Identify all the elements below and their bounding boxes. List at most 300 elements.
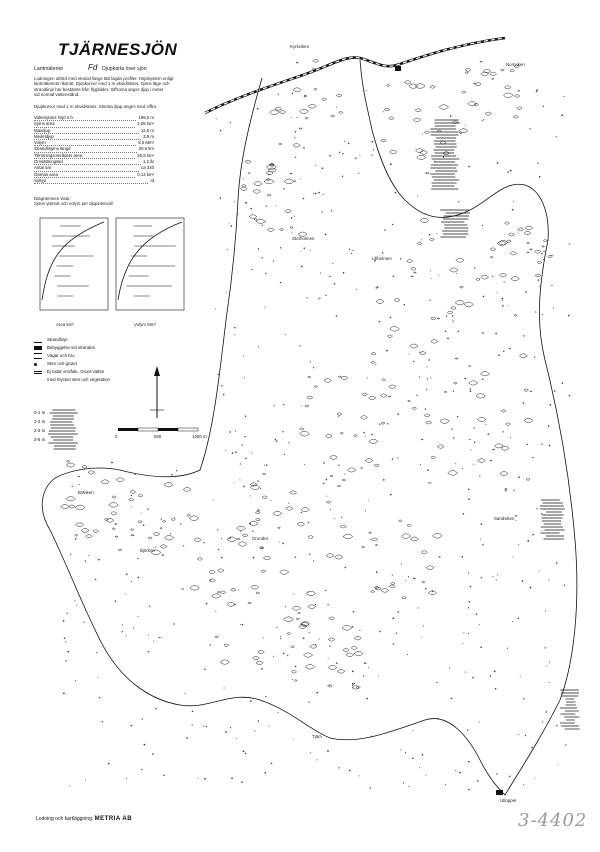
- island-contour: [209, 570, 215, 573]
- island-contour: [347, 468, 356, 472]
- island-contour: [238, 542, 247, 546]
- depth-sounding-dot: [379, 321, 380, 322]
- depth-sounding-dot: [220, 130, 221, 131]
- island-contour: [81, 528, 89, 532]
- depth-sounding-dot: [115, 600, 117, 602]
- depth-sounding-dot: [300, 179, 301, 180]
- island-contour: [455, 300, 464, 305]
- depth-sounding-dot: [274, 405, 275, 406]
- island-contour: [341, 376, 348, 379]
- depth-sounding-dot: [158, 637, 159, 638]
- island-contour: [111, 512, 117, 515]
- depth-sounding-dot: [477, 780, 479, 782]
- island-contour: [314, 88, 317, 90]
- island-contour: [242, 534, 248, 537]
- depth-sounding-dot: [352, 250, 353, 251]
- depth-sounding-dot: [537, 163, 538, 164]
- depth-sounding-dot: [131, 581, 132, 582]
- island-contour: [371, 590, 375, 592]
- depth-sounding-dot: [522, 580, 524, 582]
- island-contour: [518, 90, 520, 91]
- depth-sounding-dot: [170, 533, 171, 534]
- depth-sounding-dot: [297, 117, 298, 118]
- volume-graph-label: Volym Mm³: [134, 322, 156, 327]
- depth-sounding-dot: [459, 772, 461, 774]
- island-contour: [131, 529, 134, 531]
- island-contour: [371, 352, 376, 355]
- credit-prefix: Lodning och kartläggning:: [36, 816, 94, 822]
- island-contour: [256, 518, 261, 520]
- island-contour: [138, 495, 143, 497]
- depth-sounding-dot: [241, 781, 243, 783]
- depth-sounding-dot: [485, 424, 486, 425]
- depth-sounding-dot: [75, 680, 76, 681]
- island-contour: [524, 231, 531, 234]
- depth-sounding-dot: [240, 463, 241, 464]
- depth-sounding-dot: [336, 107, 337, 108]
- island-contour: [261, 668, 263, 669]
- island-contour: [339, 111, 343, 113]
- depth-sounding-dot: [266, 464, 268, 466]
- depth-sounding-dot: [148, 635, 149, 636]
- depth-sounding-dot: [465, 672, 466, 673]
- island-contour: [389, 117, 394, 120]
- island-contour: [279, 143, 282, 145]
- depth-sounding-dot: [278, 712, 279, 713]
- island-contour: [426, 566, 434, 570]
- depth-sounding-dot: [479, 624, 480, 625]
- island-contour: [264, 179, 274, 184]
- island-contour: [447, 338, 449, 339]
- place-name: Kyrkviken: [290, 44, 310, 49]
- depth-sounding-dot: [329, 685, 330, 686]
- depth-sounding-dot: [531, 747, 533, 749]
- depth-sounding-dot: [245, 416, 246, 417]
- depth-sounding-dot: [556, 562, 558, 564]
- stat-value: Id: [150, 177, 154, 183]
- depth-sounding-dot: [233, 482, 234, 483]
- island-contour: [212, 594, 221, 598]
- depth-sounding-dot: [503, 431, 504, 432]
- depth-sounding-dot: [472, 677, 474, 679]
- depth-sounding-dot: [510, 170, 512, 172]
- depth-sounding-dot: [405, 752, 406, 753]
- depth-sounding-dot: [75, 538, 77, 540]
- depth-sounding-dot: [313, 560, 314, 561]
- depth-sounding-dot: [468, 498, 470, 500]
- depth-sounding-dot: [539, 203, 540, 204]
- island-contour: [490, 248, 496, 251]
- island-contour: [456, 258, 464, 262]
- depth-sounding-dot: [379, 631, 380, 632]
- depth-sounding-dot: [503, 350, 504, 351]
- depth-sounding-dot: [262, 225, 263, 226]
- place-name: Storholmen: [292, 236, 315, 241]
- depth-sounding-dot: [315, 193, 317, 195]
- depth-sounding-dot: [319, 297, 320, 298]
- island-contour: [300, 109, 309, 113]
- depth-sounding-dot: [250, 495, 251, 496]
- island-contour: [299, 428, 304, 430]
- island-contour: [284, 179, 294, 184]
- place-name: Sandviken: [494, 516, 515, 521]
- depth-sounding-dot: [126, 778, 127, 779]
- depth-sounding-dot: [390, 317, 392, 319]
- depth-sounding-dot: [249, 523, 250, 524]
- depth-sounding-dot: [563, 96, 564, 97]
- island-contour: [300, 431, 310, 436]
- depth-sounding-dot: [427, 469, 429, 471]
- depth-sounding-dot: [325, 234, 327, 236]
- island-contour: [381, 139, 387, 142]
- depth-sounding-dot: [245, 202, 247, 204]
- depth-sounding-dot: [426, 172, 428, 174]
- depth-sounding-dot: [244, 436, 245, 437]
- depth-sounding-dot: [163, 775, 164, 776]
- depth-sounding-dot: [569, 395, 570, 396]
- island-contour: [308, 376, 311, 378]
- island-contour: [351, 646, 357, 649]
- island-contour: [227, 602, 235, 606]
- depth-sounding-dot: [419, 352, 420, 353]
- island-contour: [93, 530, 99, 533]
- island-contour: [220, 591, 225, 594]
- island-contour: [535, 274, 541, 277]
- depth-sounding-dot: [243, 178, 244, 179]
- depth-sounding-dot: [505, 490, 506, 491]
- depth-sounding-dot: [343, 272, 345, 274]
- depth-sounding-dot: [463, 632, 464, 633]
- depth-sounding-dot: [497, 162, 499, 164]
- depth-sounding-dot: [221, 538, 222, 539]
- depth-sounding-dot: [358, 173, 359, 174]
- depth-sounding-dot: [352, 684, 353, 685]
- depth-sounding-dot: [378, 676, 379, 677]
- depth-sounding-dot: [542, 721, 543, 722]
- depth-sounding-dot: [462, 468, 463, 469]
- depth-sounding-dot: [234, 201, 235, 202]
- depth-sounding-dot: [291, 117, 292, 118]
- depth-sounding-dot: [257, 108, 259, 110]
- depth-sounding-dot: [241, 444, 242, 445]
- depth-sounding-dot: [186, 737, 188, 739]
- depth-sounding-dot: [432, 591, 433, 592]
- depth-sounding-dot: [210, 644, 211, 645]
- depth-sounding-dot: [412, 730, 413, 731]
- depth-sounding-dot: [329, 155, 330, 156]
- depth-sounding-dot: [436, 682, 437, 683]
- depth-sounding-dot: [526, 444, 528, 446]
- island-contour: [480, 371, 489, 375]
- depth-sounding-dot: [217, 529, 218, 530]
- depth-class: 2-3 m: [34, 428, 46, 433]
- island-contour: [389, 585, 395, 588]
- island-contour: [412, 407, 416, 409]
- stat-label: Tillrinningsområdets area: [34, 153, 135, 159]
- island-contour: [485, 112, 492, 115]
- depth-sounding-dot: [331, 210, 332, 211]
- depth-sounding-dot: [288, 503, 289, 504]
- island-contour: [417, 242, 422, 244]
- depth-sounding-dot: [564, 584, 565, 585]
- island-contour: [387, 85, 390, 87]
- island-contour: [416, 149, 424, 153]
- description: [34, 76, 194, 98]
- depth-sounding-dot: [538, 279, 539, 280]
- depth-sounding-dot: [397, 611, 398, 612]
- depth-sounding-dot: [160, 527, 162, 529]
- depth-sounding-dot: [230, 431, 231, 432]
- island-contour: [407, 524, 411, 526]
- island-contour: [480, 61, 482, 62]
- depth-sounding-dot: [216, 118, 217, 119]
- depth-sounding-dot: [497, 292, 498, 293]
- depth-sounding-dot: [95, 579, 96, 580]
- island-contour: [305, 405, 309, 407]
- depth-sounding-dot: [543, 259, 544, 260]
- legend-label: Ej lodat område. Grunt vatten: [47, 369, 105, 374]
- depth-sounding-dot: [421, 637, 422, 638]
- depth-sounding-dot: [275, 439, 276, 440]
- legend-item: [34, 336, 110, 344]
- island-contour: [248, 173, 250, 174]
- island-contour: [501, 69, 505, 71]
- island-contour: [439, 105, 448, 110]
- depth-sounding-dot: [400, 258, 401, 259]
- stat-label: Vattenytans höjd ö.h.: [34, 115, 136, 121]
- island-contour: [291, 670, 296, 673]
- legend-symbol: [34, 378, 42, 382]
- map-title: TJÄRNESJÖN: [58, 40, 178, 59]
- island-contour: [503, 93, 513, 98]
- island-contour: [362, 546, 365, 548]
- place-name: Utloppet: [500, 798, 517, 803]
- island-contour: [291, 646, 295, 648]
- depth-sounding-dot: [446, 316, 447, 317]
- depth-sounding-dot: [63, 693, 65, 695]
- depth-sounding-dot: [341, 517, 342, 518]
- depth-sounding-dot: [254, 731, 255, 732]
- depth-sounding-dot: [359, 630, 360, 631]
- island-contour: [304, 653, 313, 658]
- island-contour: [336, 94, 342, 97]
- depth-sounding-dot: [231, 777, 233, 779]
- island-contour: [352, 683, 355, 684]
- island-contour: [129, 498, 134, 500]
- depth-sounding-dot: [523, 784, 524, 785]
- island-contour: [526, 478, 530, 480]
- depth-sounding-dot: [409, 354, 410, 355]
- island-contour: [340, 432, 343, 434]
- depth-sounding-dot: [223, 394, 224, 395]
- depth-sounding-dot: [99, 697, 100, 698]
- island-contour: [354, 636, 361, 640]
- island-contour: [415, 84, 425, 89]
- depth-sounding-dot: [206, 726, 207, 727]
- island-contour: [433, 533, 442, 538]
- island-contour: [290, 173, 292, 174]
- scale-label-1000: 1000 m: [192, 434, 207, 439]
- island-contour: [527, 252, 529, 253]
- island-contour: [490, 460, 492, 461]
- depth-sounding-dot: [569, 243, 570, 244]
- island-contour: [505, 222, 510, 224]
- island-contour: [481, 275, 489, 279]
- depth-sounding-dot: [240, 531, 241, 532]
- depth-sounding-dot: [344, 474, 345, 475]
- depth-sounding-dot: [131, 506, 132, 507]
- depth-sounding-dot: [392, 575, 393, 576]
- outlet-building: [496, 790, 503, 795]
- depth-sounding-dot: [416, 395, 417, 396]
- depth-sounding-dot: [535, 311, 536, 312]
- depth-sounding-dot: [527, 540, 529, 542]
- island-contour: [254, 182, 262, 186]
- island-contour: [254, 219, 257, 221]
- scale-label-0: 0: [115, 434, 118, 439]
- island-contour: [360, 416, 367, 419]
- depth-sounding-dot: [509, 348, 510, 349]
- island-contour: [66, 460, 69, 462]
- depth-sounding-dot: [327, 750, 329, 752]
- island-contour: [338, 376, 341, 377]
- island-contour: [229, 537, 231, 538]
- depth-sounding-dot: [69, 785, 70, 786]
- island-contour: [475, 83, 481, 86]
- island-contour: [476, 278, 480, 280]
- stat-value: 1,2 år: [143, 159, 154, 165]
- island-contour: [501, 410, 506, 412]
- depth-sounding-dot: [265, 206, 266, 207]
- depth-sounding-dot: [430, 377, 431, 378]
- island-contour: [69, 505, 75, 508]
- depth-sounding-dot: [126, 636, 127, 637]
- depth-sounding-dot: [480, 539, 481, 540]
- depth-sounding-dot: [291, 217, 293, 219]
- island-contour: [187, 515, 190, 517]
- depth-sounding-dot: [344, 141, 345, 142]
- island-contour: [153, 533, 159, 536]
- depth-sounding-dot: [315, 165, 316, 166]
- island-contour: [296, 618, 299, 620]
- depth-sounding-dot: [338, 767, 339, 768]
- island-contour: [308, 104, 316, 108]
- depth-sounding-dot: [468, 761, 470, 763]
- depth-sounding-dot: [161, 518, 162, 519]
- depth-sounding-dot: [215, 611, 216, 612]
- depth-sounding-dot: [122, 624, 123, 625]
- island-contour: [190, 586, 199, 591]
- depth-sounding-dot: [453, 437, 454, 438]
- island-contour: [101, 480, 109, 484]
- depth-sounding-dot: [192, 724, 193, 725]
- depth-sounding-dot: [316, 759, 317, 760]
- depth-sounding-dot: [453, 391, 454, 392]
- depth-sounding-dot: [244, 377, 245, 378]
- island-contour: [408, 400, 411, 401]
- depth-sounding-dot: [234, 604, 236, 606]
- depth-class: 3-6 m: [34, 437, 46, 442]
- depth-sounding-dot: [534, 357, 535, 358]
- depth-sounding-dot: [548, 425, 550, 427]
- island-contour: [524, 418, 533, 423]
- depth-sounding-dot: [76, 605, 77, 606]
- depth-sounding-dot: [98, 677, 99, 678]
- credit-company: METRIA AB: [94, 816, 133, 822]
- island-contour: [514, 95, 519, 98]
- island-contour: [325, 434, 332, 437]
- depth-sounding-dot: [161, 637, 162, 638]
- depth-sounding-dot: [234, 327, 235, 328]
- depth-sounding-dot: [469, 439, 470, 440]
- island-contour: [511, 277, 520, 281]
- island-contour: [161, 554, 164, 555]
- depth-sounding-dot: [467, 729, 468, 730]
- depth-sounding-dot: [258, 346, 259, 347]
- stat-label: Sjötyp: [34, 178, 148, 184]
- island-contour: [476, 393, 485, 398]
- depth-sounding-dot: [245, 753, 247, 755]
- depth-sounding-dot: [131, 725, 132, 726]
- island-contour: [514, 315, 517, 317]
- depth-sounding-dot: [556, 136, 557, 137]
- depth-sounding-dot: [141, 513, 142, 514]
- depth-sounding-dot: [551, 255, 552, 256]
- depth-sounding-dot: [217, 374, 218, 375]
- depth-sounding-dot: [310, 361, 311, 362]
- depth-sounding-dot: [203, 725, 204, 726]
- island-contour: [537, 261, 541, 263]
- depth-sounding-dot: [387, 423, 388, 424]
- depth-sounding-dot: [285, 334, 286, 335]
- depth-sounding-dot: [352, 671, 354, 673]
- depth-sounding-dot: [449, 156, 450, 157]
- depth-sounding-dot: [429, 359, 430, 360]
- depth-sounding-dot: [303, 147, 305, 149]
- depth-sounding-dot: [483, 296, 484, 297]
- depth-sounding-dot: [283, 188, 284, 189]
- depth-sounding-dot: [280, 638, 281, 639]
- island-contour: [290, 227, 293, 229]
- island-contour: [404, 81, 411, 84]
- island-contour: [465, 72, 468, 74]
- depth-sounding-dot: [371, 155, 372, 156]
- depth-sounding-dot: [309, 632, 310, 633]
- island-contour: [293, 88, 301, 92]
- description-line: Lodningen utförd med ekolod längs tätt lagda profiler. Höjdsystem enligt: [34, 76, 174, 81]
- depth-class: 1-2 m: [34, 419, 46, 424]
- island-contour: [61, 504, 70, 508]
- island-contour: [324, 379, 331, 383]
- island-contour: [420, 352, 426, 355]
- depth-sounding-dot: [213, 499, 214, 500]
- depth-sounding-dot: [279, 542, 280, 543]
- island-contour: [197, 558, 202, 561]
- depth-sounding-dot: [339, 152, 340, 153]
- depth-sounding-dot: [133, 535, 134, 536]
- island-contour: [524, 389, 529, 391]
- depth-sounding-dot: [554, 390, 556, 392]
- depth-sounding-dot: [542, 314, 543, 315]
- depth-sounding-dot: [295, 157, 296, 158]
- island-contour: [237, 526, 246, 530]
- depth-sounding-dot: [427, 378, 428, 379]
- depth-sounding-dot: [320, 273, 321, 274]
- island-contour: [293, 144, 300, 148]
- depth-sounding-dot: [322, 167, 324, 169]
- island-contour: [455, 358, 458, 359]
- island-contour: [307, 396, 313, 399]
